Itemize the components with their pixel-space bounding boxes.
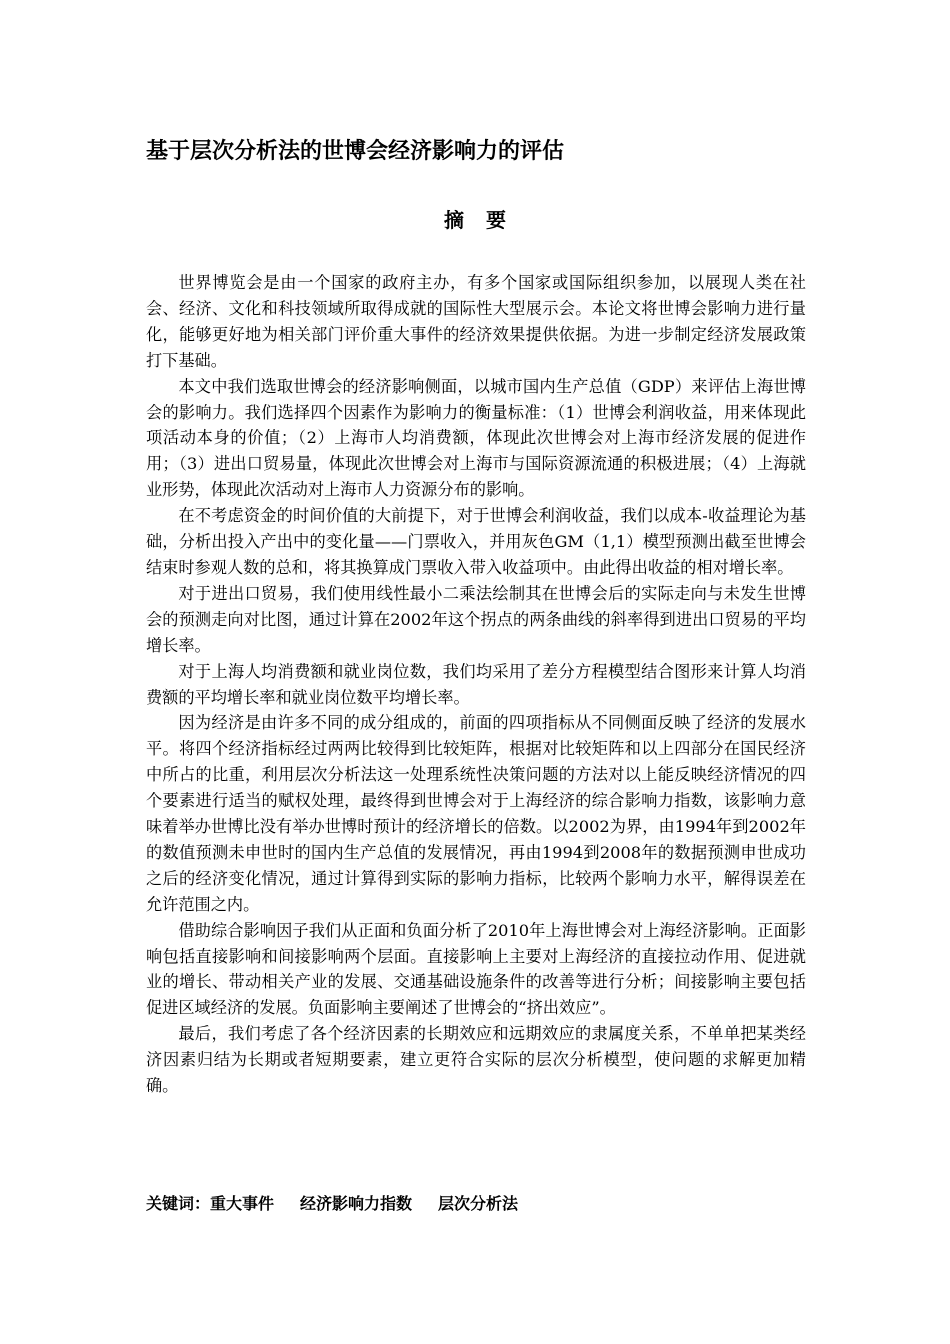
abstract-paragraph-5: 对于上海人均消费额和就业岗位数，我们均采用了差分方程模型结合图形来计算人均消费额的平均增长率和就业岗位数平均增长率。: [146, 661, 806, 707]
abstract-paragraph-7: 借助综合影响因子我们从正面和负面分析了2010年上海世博会对上海经济影响。正面影响包括直接影响和间接影响两个层面。直接影响上主要对上海经济的直接拉动作用、促进就业的增长、带动相关产业的发展、交通基础设施条件的改善等进行分析；间接影响主要包括促进区域经济的发展。负面影响主要阐述了世博会的“挤出效应”。: [146, 920, 806, 1018]
paper-title: 基于层次分析法的世博会经济影响力的评估: [146, 139, 565, 164]
abstract-paragraph-2: 本文中我们选取世博会的经济影响侧面，以城市国内生产总值（GDP）来评估上海世博会的影响力。我们选择四个因素作为影响力的衡量标准：（1）世博会利润收益，用来体现此项活动本身的价值；（2）上海市人均消费额，体现此次世博会对上海市经济发展的促进作用；（3）进出口贸易量，体现此次世博会对上海市与国际资源流通的积极进展；（4）上海就业形势，体现此次活动对上海市人力资源分布的影响。: [146, 376, 806, 500]
keyword-item: 重大事件: [210, 1194, 275, 1213]
abstract-paragraph-1: 世界博览会是由一个国家的政府主办，有多个国家或国际组织参加，以展现人类在社会、经济、文化和科技领域所取得成就的国际性大型展示会。本论文将世博会影响力进行量化，能够更好地为相关部门评价重大事件的经济效果提供依据。为进一步制定经济发展政策打下基础。: [146, 273, 806, 370]
abstract-paragraph-3: 在不考虑资金的时间价值的大前提下，对于世博会利润收益，我们以成本-收益理论为基础，分析出投入产出中的变化量——门票收入，并用灰色GM（1,1）模型预测出截至世博会结束时参观人数的总和，将其换算成门票收入带入收益项中。由此得出收益的相对增长率。: [146, 506, 806, 577]
keywords-label: 关键词：: [146, 1194, 211, 1213]
abstract-paragraph-6: 因为经济是由许多不同的成分组成的，前面的四项指标从不同侧面反映了经济的发展水平。将四个经济指标经过两两比较得到比较矩阵，根据对比较矩阵和以上四部分在国民经济中所占的比重，利用层次分析法这一处理系统性决策问题的方法对以上能反映经济情况的四个要素进行适当的赋权处理，最终得到世博会对于上海经济的综合影响力指数，该影响力意味着举办世博比没有举办世博时预计的经济增长的倍数。以2002为界，由1994年到2002年的数值预测未申世时的国内生产总值的发展情况，再由1994到2008年的数据预测申世成功之后的经济变化情况，通过计算得到实际的影响力指标，比较两个影响力水平，解得误差在允许范围之内。: [146, 713, 806, 914]
abstract-body: [146, 270, 806, 1099]
keywords-line: [146, 1191, 806, 1217]
abstract-paragraph-4: 对于进出口贸易，我们使用线性最小二乘法绘制其在世博会后的实际走向与未发生世博会的预测走向对比图，通过计算在2002年这个拐点的两条曲线的斜率得到进出口贸易的平均增长率。: [146, 583, 806, 655]
keyword-item: 层次分析法: [438, 1194, 519, 1213]
keyword-item: 经济影响力指数: [300, 1194, 413, 1213]
abstract-paragraph-8: 最后，我们考虑了各个经济因素的长期效应和远期效应的隶属度关系，不单单把某类经济因素归结为长期或者短期要素，建立更符合实际的层次分析模型，使问题的求解更加精确。: [146, 1024, 806, 1096]
abstract-heading: 摘要: [444, 208, 528, 232]
